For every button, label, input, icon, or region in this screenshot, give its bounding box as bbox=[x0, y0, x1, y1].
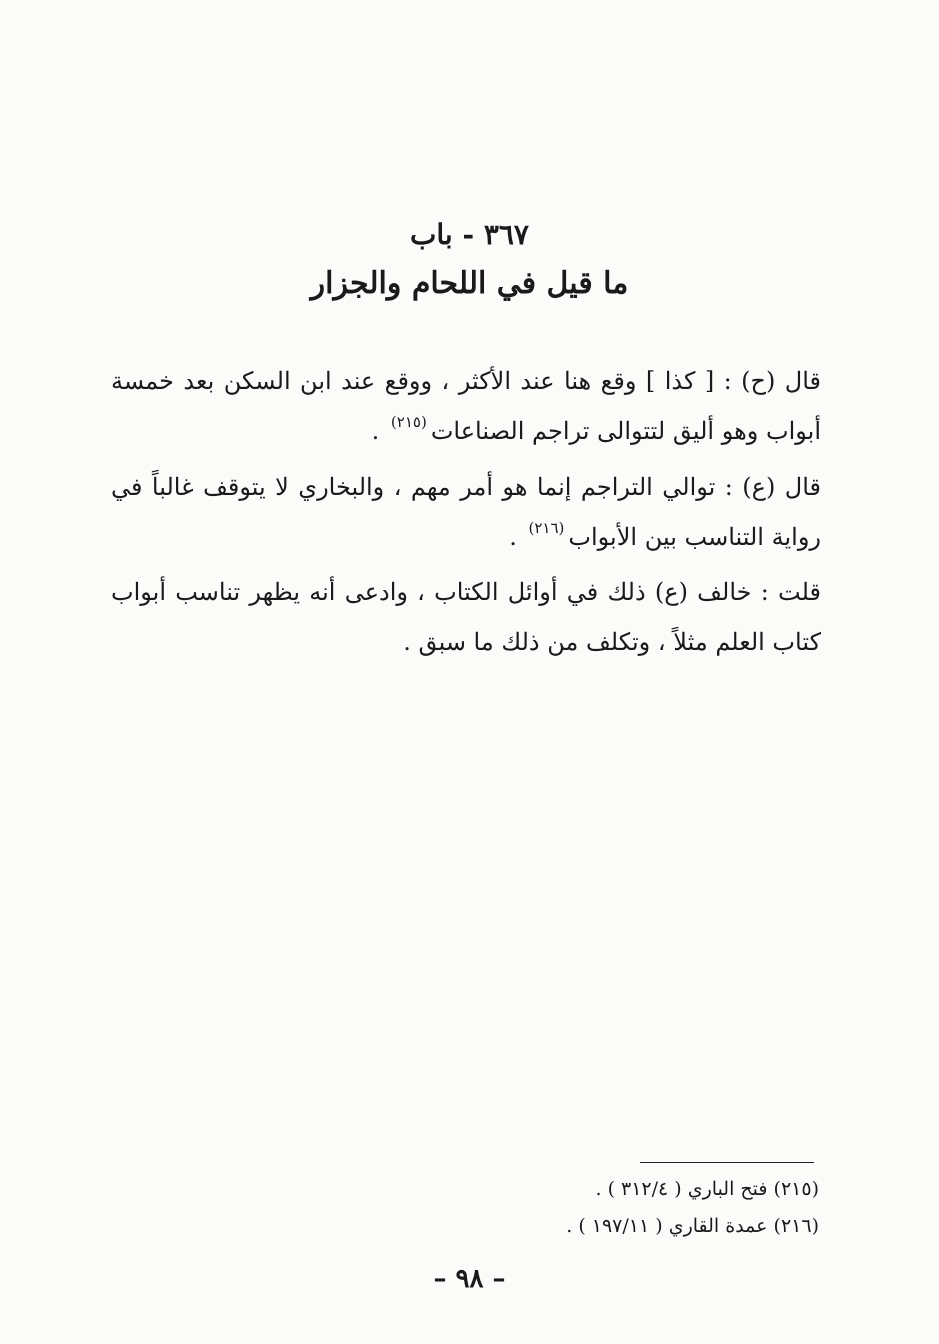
paragraph-2 bbox=[111, 462, 821, 562]
footnote-ref-215: (٢١٥) bbox=[390, 413, 427, 431]
paragraph-3-text: قلت : خالف (ع) ذلك في أوائل الكتاب ، وادعى أنه يظهر تناسب أبواب كتاب العلم مثلاً ، وتكلف من ذلك ما سبق . bbox=[111, 578, 821, 656]
paragraph-2-end: . bbox=[509, 523, 525, 551]
page-number: – ٩٨ – bbox=[433, 1264, 506, 1294]
paragraph-3 bbox=[111, 567, 821, 667]
paragraph-2-text: قال (ع) : توالي التراجم إنما هو أمر مهم ، والبخاري لا يتوقف غالباً في رواية التناسب بين الأبواب bbox=[111, 473, 821, 551]
footnote-215: (٢١٥) فتح الباري ( ٣١٢/٤ ) . bbox=[595, 1178, 819, 1200]
footnote-216: (٢١٦) عمدة القاري ( ١٩٧/١١ ) . bbox=[566, 1215, 819, 1237]
chapter-title: ما قيل في اللحام والجزار bbox=[310, 266, 629, 301]
footnote-ref-216: (٢١٦) bbox=[528, 519, 565, 537]
footnote-divider bbox=[640, 1162, 814, 1163]
chapter-number: ٣٦٧ - باب bbox=[410, 218, 529, 251]
paragraph-1-end: . bbox=[371, 417, 387, 445]
paragraph-1 bbox=[111, 356, 821, 456]
paragraph-1-text: قال (ح) : [ كذا ] وقع هنا عند الأكثر ، ووقع عند ابن السكن بعد خمسة أبواب وهو أليق لتتوالى تراجم الصناعات bbox=[111, 367, 821, 445]
